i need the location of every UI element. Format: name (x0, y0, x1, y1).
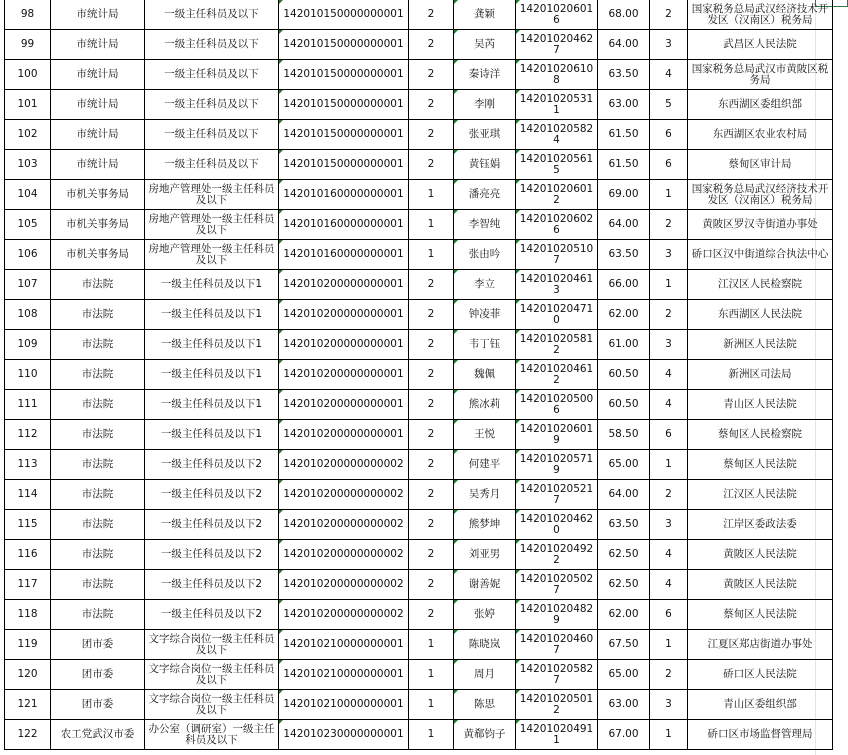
cell-name[interactable]: 陈思 (454, 690, 516, 720)
cell-hire-count[interactable]: 2 (409, 420, 454, 450)
cell-hire-count[interactable]: 2 (409, 60, 454, 90)
cell-department[interactable]: 市法院 (51, 450, 145, 480)
cell-department[interactable]: 市统计局 (51, 90, 145, 120)
cell-exam-id[interactable]: 142010205719 (516, 450, 598, 480)
cell-employer[interactable]: 硚口区汉中街道综合执法中心 (688, 240, 833, 270)
cell-number[interactable]: 116 (5, 540, 51, 570)
table-row (5, 330, 833, 360)
cell-employer[interactable]: 东西湖区农业农村局 (688, 120, 833, 150)
cell-rank[interactable]: 6 (650, 600, 688, 630)
cell-score[interactable]: 63.50 (598, 60, 650, 90)
cell-hire-count[interactable]: 2 (409, 30, 454, 60)
cell-hire-count[interactable]: 2 (409, 330, 454, 360)
cell-department[interactable]: 市机关事务局 (51, 210, 145, 240)
cell-name[interactable]: 熊梦坤 (454, 510, 516, 540)
cell-position-code[interactable]: 142010200000000001 (279, 270, 409, 300)
cell-position[interactable]: 文字综合岗位一级主任科员及以下 (145, 690, 279, 720)
cell-employer[interactable]: 蔡甸区人民法院 (688, 600, 833, 630)
cell-rank[interactable]: 4 (650, 60, 688, 90)
cell-position-code[interactable]: 142010200000000001 (279, 420, 409, 450)
cell-employer[interactable]: 江汉区人民法院 (688, 480, 833, 510)
cell-name[interactable]: 李刚 (454, 90, 516, 120)
cell-position[interactable]: 一级主任科员及以下1 (145, 390, 279, 420)
cell-department[interactable]: 市法院 (51, 330, 145, 360)
cell-employer[interactable]: 江夏区郑店街道办事处 (688, 630, 833, 660)
cell-score[interactable]: 60.50 (598, 360, 650, 390)
cell-position-code[interactable]: 142010150000000001 (279, 150, 409, 180)
cell-score[interactable]: 62.00 (598, 600, 650, 630)
cell-employer[interactable]: 新洲区司法局 (688, 360, 833, 390)
cell-rank[interactable]: 3 (650, 330, 688, 360)
cell-department[interactable]: 农工党武汉市委 (51, 720, 145, 750)
cell-employer[interactable]: 青山区人民法院 (688, 390, 833, 420)
cell-rank[interactable]: 2 (650, 300, 688, 330)
table-row (5, 300, 833, 330)
cell-department[interactable]: 市统计局 (51, 60, 145, 90)
cell-name[interactable]: 黄钰娟 (454, 150, 516, 180)
cell-rank[interactable]: 2 (650, 0, 688, 30)
cell-name[interactable]: 吴秀月 (454, 480, 516, 510)
cell-score[interactable]: 60.50 (598, 390, 650, 420)
cell-exam-id[interactable]: 142010205824 (516, 120, 598, 150)
cell-score[interactable]: 61.50 (598, 150, 650, 180)
cell-hire-count[interactable]: 2 (409, 600, 454, 630)
cell-exam-id[interactable]: 142010204922 (516, 540, 598, 570)
cell-name[interactable]: 王悦 (454, 420, 516, 450)
cell-hire-count[interactable]: 2 (409, 90, 454, 120)
cell-number[interactable]: 112 (5, 420, 51, 450)
cell-hire-count[interactable]: 2 (409, 300, 454, 330)
cell-name[interactable]: 吴芮 (454, 30, 516, 60)
cell-hire-count[interactable]: 2 (409, 510, 454, 540)
cell-position[interactable]: 一级主任科员及以下 (145, 0, 279, 30)
cell-score[interactable]: 68.00 (598, 0, 650, 30)
cell-name[interactable]: 张由吟 (454, 240, 516, 270)
cell-number[interactable]: 102 (5, 120, 51, 150)
cell-score[interactable]: 64.00 (598, 30, 650, 60)
cell-position-code[interactable]: 142010200000000002 (279, 480, 409, 510)
cell-exam-id[interactable]: 142010205027 (516, 570, 598, 600)
cell-number[interactable]: 99 (5, 30, 51, 60)
cell-employer[interactable]: 黄陂区人民法院 (688, 540, 833, 570)
cell-position-code[interactable]: 142010210000000001 (279, 690, 409, 720)
cell-department[interactable]: 团市委 (51, 660, 145, 690)
results-table (4, 0, 833, 750)
cell-rank[interactable]: 4 (650, 390, 688, 420)
table-row (5, 150, 833, 180)
cell-score[interactable]: 63.50 (598, 240, 650, 270)
cell-position[interactable]: 一级主任科员及以下2 (145, 510, 279, 540)
cell-department[interactable]: 市统计局 (51, 30, 145, 60)
cell-score[interactable]: 61.00 (598, 330, 650, 360)
cell-position-code[interactable]: 142010160000000001 (279, 180, 409, 210)
cell-employer[interactable]: 国家税务总局武汉经济技术开发区（汉南区）税务局 (688, 0, 833, 30)
table-row (5, 360, 833, 390)
cell-department[interactable]: 市统计局 (51, 0, 145, 30)
cell-position-code[interactable]: 142010150000000001 (279, 120, 409, 150)
cell-exam-id[interactable]: 142010204612 (516, 360, 598, 390)
cell-name[interactable]: 李智纯 (454, 210, 516, 240)
cell-hire-count[interactable]: 2 (409, 480, 454, 510)
cell-rank[interactable]: 4 (650, 540, 688, 570)
cell-score[interactable]: 67.00 (598, 720, 650, 750)
cell-department[interactable]: 市法院 (51, 600, 145, 630)
cell-position-code[interactable]: 142010230000000001 (279, 720, 409, 750)
cell-hire-count[interactable]: 2 (409, 540, 454, 570)
cell-name[interactable]: 何建平 (454, 450, 516, 480)
cell-number[interactable]: 108 (5, 300, 51, 330)
cell-score[interactable]: 64.00 (598, 480, 650, 510)
cell-position[interactable]: 文字综合岗位一级主任科员及以下 (145, 630, 279, 660)
cell-exam-id[interactable]: 142010204620 (516, 510, 598, 540)
cell-number[interactable]: 98 (5, 0, 51, 30)
cell-position-code[interactable]: 142010200000000002 (279, 540, 409, 570)
cell-exam-id[interactable]: 142010205012 (516, 690, 598, 720)
cell-rank[interactable]: 3 (650, 240, 688, 270)
cell-exam-id[interactable]: 142010204911 (516, 720, 598, 750)
cell-hire-count[interactable]: 2 (409, 450, 454, 480)
cell-number[interactable]: 105 (5, 210, 51, 240)
table-row (5, 30, 833, 60)
cell-number[interactable]: 113 (5, 450, 51, 480)
cell-position-code[interactable]: 142010200000000001 (279, 330, 409, 360)
cell-department[interactable]: 市机关事务局 (51, 180, 145, 210)
cell-name[interactable]: 李立 (454, 270, 516, 300)
cell-employer[interactable]: 青山区委组织部 (688, 690, 833, 720)
cell-hire-count[interactable]: 2 (409, 0, 454, 30)
cell-exam-id[interactable]: 142010206016 (516, 0, 598, 30)
cell-employer[interactable]: 国家税务总局武汉市黄陂区税务局 (688, 60, 833, 90)
cell-number[interactable]: 114 (5, 480, 51, 510)
cell-employer[interactable]: 黄陂区罗汉寺街道办事处 (688, 210, 833, 240)
cell-position[interactable]: 房地产管理处一级主任科员及以下 (145, 210, 279, 240)
cell-rank[interactable]: 2 (650, 660, 688, 690)
cell-score[interactable]: 62.50 (598, 540, 650, 570)
cell-exam-id[interactable]: 142010206019 (516, 420, 598, 450)
cell-position-code[interactable]: 142010200000000002 (279, 570, 409, 600)
cell-rank[interactable]: 3 (650, 510, 688, 540)
cell-department[interactable]: 市法院 (51, 300, 145, 330)
cell-hire-count[interactable]: 1 (409, 660, 454, 690)
cell-rank[interactable]: 1 (650, 180, 688, 210)
table-row (5, 60, 833, 90)
table-row (5, 0, 833, 30)
cell-department[interactable]: 市法院 (51, 570, 145, 600)
cell-number[interactable]: 118 (5, 600, 51, 630)
cell-department[interactable]: 市统计局 (51, 120, 145, 150)
cell-position-code[interactable]: 142010150000000001 (279, 0, 409, 30)
cell-employer[interactable]: 黄陂区人民法院 (688, 570, 833, 600)
cell-score[interactable]: 66.00 (598, 270, 650, 300)
cell-position[interactable]: 一级主任科员及以下1 (145, 360, 279, 390)
cell-position[interactable]: 一级主任科员及以下2 (145, 540, 279, 570)
cell-number[interactable]: 122 (5, 720, 51, 750)
cell-number[interactable]: 121 (5, 690, 51, 720)
cell-name[interactable]: 秦诗洋 (454, 60, 516, 90)
cell-rank[interactable]: 1 (650, 630, 688, 660)
cell-position[interactable]: 房地产管理处一级主任科员及以下 (145, 240, 279, 270)
cell-position[interactable]: 一级主任科员及以下2 (145, 450, 279, 480)
cell-department[interactable]: 市法院 (51, 390, 145, 420)
cell-position[interactable]: 一级主任科员及以下1 (145, 330, 279, 360)
cell-score[interactable]: 65.00 (598, 450, 650, 480)
cell-employer[interactable]: 国家税务总局武汉经济技术开发区（汉南区）税务局 (688, 180, 833, 210)
cell-hire-count[interactable]: 1 (409, 690, 454, 720)
cell-position-code[interactable]: 142010150000000001 (279, 60, 409, 90)
cell-position[interactable]: 一级主任科员及以下 (145, 30, 279, 60)
cell-score[interactable]: 67.50 (598, 630, 650, 660)
table-row (5, 690, 833, 720)
cell-number[interactable]: 117 (5, 570, 51, 600)
cell-name[interactable]: 谢善妮 (454, 570, 516, 600)
cell-position-code[interactable]: 142010200000000001 (279, 300, 409, 330)
table-row (5, 210, 833, 240)
cell-rank[interactable]: 2 (650, 210, 688, 240)
table-row (5, 720, 833, 750)
cell-name[interactable]: 熊冰莉 (454, 390, 516, 420)
cell-name[interactable]: 钟凌菲 (454, 300, 516, 330)
cell-rank[interactable]: 6 (650, 120, 688, 150)
cell-position-code[interactable]: 142010160000000001 (279, 210, 409, 240)
cell-position[interactable]: 一级主任科员及以下2 (145, 600, 279, 630)
cell-employer[interactable]: 江汉区人民检察院 (688, 270, 833, 300)
cell-department[interactable]: 市法院 (51, 510, 145, 540)
cell-number[interactable]: 119 (5, 630, 51, 660)
cell-number[interactable]: 101 (5, 90, 51, 120)
cell-exam-id[interactable]: 142010204710 (516, 300, 598, 330)
cell-number[interactable]: 106 (5, 240, 51, 270)
cell-number[interactable]: 107 (5, 270, 51, 300)
cell-employer[interactable]: 蔡甸区人民法院 (688, 450, 833, 480)
cell-rank[interactable]: 6 (650, 150, 688, 180)
cell-rank[interactable]: 4 (650, 360, 688, 390)
cell-position[interactable]: 一级主任科员及以下1 (145, 420, 279, 450)
table-row (5, 90, 833, 120)
cell-number[interactable]: 100 (5, 60, 51, 90)
cell-exam-id[interactable]: 142010204829 (516, 600, 598, 630)
cell-hire-count[interactable]: 2 (409, 120, 454, 150)
cell-position-code[interactable]: 142010200000000002 (279, 510, 409, 540)
cell-exam-id[interactable]: 142010205615 (516, 150, 598, 180)
cell-position[interactable]: 一级主任科员及以下 (145, 120, 279, 150)
cell-position[interactable]: 一级主任科员及以下1 (145, 300, 279, 330)
cell-department[interactable]: 市机关事务局 (51, 240, 145, 270)
cell-number[interactable]: 104 (5, 180, 51, 210)
cell-position-code[interactable]: 142010200000000001 (279, 360, 409, 390)
cell-number[interactable]: 111 (5, 390, 51, 420)
table-body (5, 0, 833, 750)
cell-position-code[interactable]: 142010210000000001 (279, 630, 409, 660)
cell-name[interactable]: 韦丁钰 (454, 330, 516, 360)
cell-employer[interactable]: 武昌区人民法院 (688, 30, 833, 60)
cell-number[interactable]: 115 (5, 510, 51, 540)
cell-department[interactable]: 团市委 (51, 690, 145, 720)
cell-rank[interactable]: 1 (650, 450, 688, 480)
cell-score[interactable]: 58.50 (598, 420, 650, 450)
cell-name[interactable]: 周月 (454, 660, 516, 690)
cell-position-code[interactable]: 142010200000000002 (279, 450, 409, 480)
cell-employer[interactable]: 江岸区委政法委 (688, 510, 833, 540)
cell-employer[interactable]: 硚口区人民法院 (688, 660, 833, 690)
cell-hire-count[interactable]: 1 (409, 630, 454, 660)
cell-number[interactable]: 120 (5, 660, 51, 690)
cell-number[interactable]: 103 (5, 150, 51, 180)
cell-position-code[interactable]: 142010200000000001 (279, 390, 409, 420)
cell-hire-count[interactable]: 2 (409, 570, 454, 600)
cell-rank[interactable]: 5 (650, 90, 688, 120)
cell-rank[interactable]: 3 (650, 30, 688, 60)
cell-exam-id[interactable]: 142010205311 (516, 90, 598, 120)
cell-hire-count[interactable]: 2 (409, 390, 454, 420)
cell-score[interactable]: 62.00 (598, 300, 650, 330)
cell-rank[interactable]: 4 (650, 570, 688, 600)
cell-hire-count[interactable]: 2 (409, 150, 454, 180)
table-row (5, 600, 833, 630)
cell-employer[interactable]: 新洲区人民法院 (688, 330, 833, 360)
cell-department[interactable]: 市法院 (51, 540, 145, 570)
cell-name[interactable]: 陈晓岚 (454, 630, 516, 660)
cell-hire-count[interactable]: 1 (409, 210, 454, 240)
cell-position-code[interactable]: 142010150000000001 (279, 90, 409, 120)
cell-rank[interactable]: 1 (650, 720, 688, 750)
table-row (5, 660, 833, 690)
cell-employer[interactable]: 东西湖区委组织部 (688, 90, 833, 120)
table-row (5, 240, 833, 270)
table-row (5, 270, 833, 300)
table-row (5, 450, 833, 480)
cell-rank[interactable]: 6 (650, 420, 688, 450)
cell-exam-id[interactable]: 142010205107 (516, 240, 598, 270)
cell-position[interactable]: 一级主任科员及以下 (145, 150, 279, 180)
cell-employer[interactable]: 硚口区市场监督管理局 (688, 720, 833, 750)
table-row (5, 570, 833, 600)
cell-hire-count[interactable]: 1 (409, 720, 454, 750)
cell-department[interactable]: 市法院 (51, 480, 145, 510)
cell-hire-count[interactable]: 1 (409, 240, 454, 270)
cell-score[interactable]: 64.00 (598, 210, 650, 240)
cell-number[interactable]: 110 (5, 360, 51, 390)
table-row (5, 120, 833, 150)
cell-exam-id[interactable]: 142010206108 (516, 60, 598, 90)
cell-hire-count[interactable]: 1 (409, 180, 454, 210)
cell-exam-id[interactable]: 142010205812 (516, 330, 598, 360)
cell-hire-count[interactable]: 2 (409, 360, 454, 390)
table-row (5, 540, 833, 570)
cell-exam-id[interactable]: 142010205217 (516, 480, 598, 510)
cell-name[interactable]: 张婷 (454, 600, 516, 630)
cell-position[interactable]: 一级主任科员及以下 (145, 90, 279, 120)
cell-rank[interactable]: 3 (650, 690, 688, 720)
cell-employer[interactable]: 蔡甸区人民检察院 (688, 420, 833, 450)
cell-department[interactable]: 市法院 (51, 420, 145, 450)
cell-name[interactable]: 张亚琪 (454, 120, 516, 150)
cell-name[interactable]: 黄郗钧子 (454, 720, 516, 750)
cell-position[interactable]: 一级主任科员及以下2 (145, 570, 279, 600)
cell-position[interactable]: 文字综合岗位一级主任科员及以下 (145, 660, 279, 690)
table-row (5, 420, 833, 450)
cell-name[interactable]: 魏佩 (454, 360, 516, 390)
cell-department[interactable]: 市法院 (51, 360, 145, 390)
cell-rank[interactable]: 1 (650, 270, 688, 300)
cell-position-code[interactable]: 142010200000000002 (279, 600, 409, 630)
cell-employer[interactable]: 蔡甸区审计局 (688, 150, 833, 180)
cell-name[interactable]: 龚颖 (454, 0, 516, 30)
cell-exam-id[interactable]: 142010206026 (516, 210, 598, 240)
cell-position-code[interactable]: 142010150000000001 (279, 30, 409, 60)
cell-position[interactable]: 房地产管理处一级主任科员及以下 (145, 180, 279, 210)
cell-rank[interactable]: 2 (650, 480, 688, 510)
cell-score[interactable]: 65.00 (598, 660, 650, 690)
table-row (5, 390, 833, 420)
cell-position[interactable]: 一级主任科员及以下 (145, 60, 279, 90)
cell-position[interactable]: 一级主任科员及以下2 (145, 480, 279, 510)
cell-score[interactable]: 61.50 (598, 120, 650, 150)
cell-name[interactable]: 刘亚男 (454, 540, 516, 570)
cell-exam-id[interactable]: 142010205827 (516, 660, 598, 690)
cell-name[interactable]: 潘亮亮 (454, 180, 516, 210)
cell-exam-id[interactable]: 142010204613 (516, 270, 598, 300)
cell-position[interactable]: 办公室（调研室）一级主任科员及以下 (145, 720, 279, 750)
cell-department[interactable]: 团市委 (51, 630, 145, 660)
cell-score[interactable]: 62.50 (598, 570, 650, 600)
cell-score[interactable]: 63.00 (598, 690, 650, 720)
table-row (5, 630, 833, 660)
cell-exam-id[interactable]: 142010206012 (516, 180, 598, 210)
cell-position-code[interactable]: 142010160000000001 (279, 240, 409, 270)
cell-exam-id[interactable]: 142010205006 (516, 390, 598, 420)
table-row (5, 510, 833, 540)
cell-exam-id[interactable]: 142010204607 (516, 630, 598, 660)
cell-score[interactable]: 63.50 (598, 510, 650, 540)
cell-score[interactable]: 63.00 (598, 90, 650, 120)
cell-department[interactable]: 市法院 (51, 270, 145, 300)
cell-exam-id[interactable]: 142010204627 (516, 30, 598, 60)
table-row (5, 180, 833, 210)
cell-score[interactable]: 69.00 (598, 180, 650, 210)
cell-position-code[interactable]: 142010210000000001 (279, 660, 409, 690)
table-row (5, 480, 833, 510)
cell-hire-count[interactable]: 2 (409, 270, 454, 300)
cell-position[interactable]: 一级主任科员及以下1 (145, 270, 279, 300)
cell-employer[interactable]: 东西湖区人民法院 (688, 300, 833, 330)
cell-number[interactable]: 109 (5, 330, 51, 360)
cell-department[interactable]: 市统计局 (51, 150, 145, 180)
